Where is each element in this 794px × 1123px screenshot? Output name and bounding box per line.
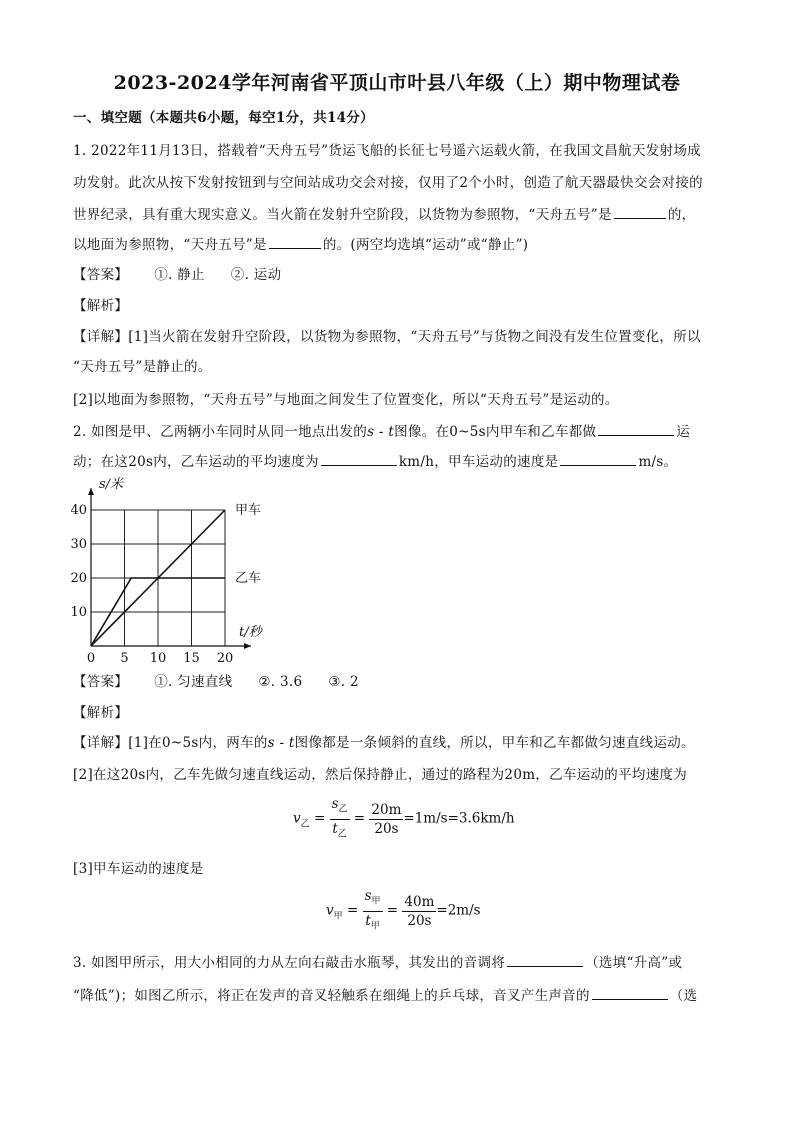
y-axis-arrow — [88, 488, 94, 495]
formula-2-sub: 甲 — [333, 911, 343, 922]
q3-line-2-text: “降低”)；如图乙所示，将正在发声的音叉轻触系在细绳上的乒乓球，音叉产生声音的 — [73, 988, 590, 1004]
q1-answer-2: ②. 运动 — [230, 267, 282, 283]
formula-v-yi: $v_乙$ = $\frac{s_乙}{t_乙}$ = $\frac{20m}{20s}$ =1m/s=3.6km/h — [293, 795, 515, 843]
q3-blank-1[interactable] — [507, 952, 583, 967]
q1-line-2: 功发射。此次从按下发射按钮到与空间站成功交会对接，仅用了2个小时，创造了航天器最快交会对接的 — [73, 175, 703, 191]
q3-blank-2[interactable] — [592, 985, 668, 1000]
q2-answer-3: ③. 2 — [328, 674, 359, 690]
series-label-jia: 甲车 — [235, 503, 262, 518]
formula-1-v: v — [293, 810, 301, 827]
formula-2-s-sub: 甲 — [371, 896, 381, 907]
q1-line-1: 1. 2022年11月13日，搭载着“天舟五号”货运飞船的长征七号遥六运载火箭，在我国文昌航天发射场成 — [73, 143, 701, 159]
q2-answer — [73, 672, 733, 692]
q2-line-2-text: 动；在这20s内，乙车运动的平均速度为 — [73, 454, 319, 470]
x-axis-arrow — [244, 643, 251, 649]
q2-line-1-end: 运 — [676, 424, 691, 440]
x-axis-label: t/秒 — [239, 625, 262, 640]
q3-line-2-end: （选 — [669, 988, 698, 1004]
q2-analysis-tag: 【解析】 — [73, 705, 129, 721]
x-tick-label: 5 — [120, 651, 129, 666]
q1-detail-3: [2]以地面为参照物，“天舟五号”与地面之间发生了位置变化，所以“天舟五号”是运动的。 — [73, 392, 619, 408]
y-axis-label: s/米 — [99, 477, 124, 492]
formula-2-num: 40m — [404, 893, 435, 910]
q1-blank-1[interactable] — [614, 204, 666, 219]
st-graph — [70, 474, 290, 670]
formula-1-s-sub: 乙 — [338, 804, 348, 815]
answer-tag: 【答案】 — [73, 267, 129, 283]
formula-2-frac-1 — [363, 887, 383, 935]
q2-st-label: s - t — [367, 424, 395, 440]
formula-1-frac-2 — [369, 801, 403, 838]
formula-1-frac-1 — [330, 795, 350, 843]
formula-2-den: 20s — [407, 912, 432, 929]
q1-line-3-end: 的， — [667, 207, 696, 223]
y-tick-label: 30 — [70, 537, 87, 552]
q1-detail-2: “天舟五号”是静止的。 — [73, 359, 212, 375]
q2-line-1 — [73, 421, 733, 442]
q2-blank-3[interactable] — [560, 451, 636, 466]
q2-blank-1[interactable] — [598, 421, 674, 436]
q1-blank-2[interactable] — [269, 234, 321, 249]
answer-tag: 【答案】 — [73, 674, 129, 690]
formula-1-t: t — [332, 820, 338, 837]
x-tick-label: 0 — [86, 651, 96, 666]
y-tick-label: 10 — [70, 605, 87, 620]
q2-line-2 — [73, 451, 733, 472]
q1-line-3 — [73, 204, 733, 225]
formula-1-result: =1m/s=3.6km/h — [403, 810, 515, 827]
q2-detail-1 — [73, 733, 733, 753]
q3-line-1 — [73, 952, 733, 973]
q2-blank-2[interactable] — [321, 451, 397, 466]
q1-detail-1: 【详解】[1]当火箭在发射升空阶段，以货物为参照物，“天舟五号”与货物之间没有发生位置变化，所以 — [73, 329, 701, 345]
q1-line-4-end: 的。(两空均选填“运动”或“静止”) — [322, 237, 529, 253]
formula-1-num: 20m — [371, 801, 402, 818]
q2-detail-1-end: 图像都是一条倾斜的直线，所以，甲车和乙车都做匀速直线运动。 — [294, 735, 695, 751]
x-tick-label: 10 — [149, 651, 167, 666]
q1-analysis-tag: 【解析】 — [73, 298, 129, 314]
page-title: 2023-2024学年河南省平顶山市叶县八年级（上）期中物理试卷 — [113, 72, 681, 94]
q2-answer-1: ①. 匀速直线 — [154, 674, 233, 690]
q2-detail-2: [2]在这20s内，乙车先做匀速直线运动，然后保持静止，通过的路程为20m，乙车运动的平均速度为 — [73, 767, 688, 783]
formula-1-den: 20s — [374, 820, 399, 837]
q1-line-3-text: 世界纪录，具有重大现实意义。当火箭在发射升空阶段，以货物为参照物，“天舟五号”是 — [73, 207, 612, 223]
q3-line-1-end: （选填“升高”或 — [585, 955, 683, 971]
formula-2-result: =2m/s — [436, 902, 481, 919]
formula-1-t-sub: 乙 — [337, 829, 347, 840]
formula-v-jia: $v_甲$ = $\frac{s_甲}{t_甲}$ = $\frac{40m}{20s}$ =2m/s — [326, 887, 481, 935]
formula-2-frac-2 — [402, 893, 436, 930]
q2-answer-2: ②. 3.6 — [258, 674, 303, 690]
q1-answer — [73, 265, 733, 285]
formula-2-t: t — [365, 912, 371, 929]
q1-line-4-text: 以地面为参照物，“天舟五号”是 — [73, 237, 267, 253]
q1-answer-1: ①. 静止 — [154, 267, 205, 283]
x-tick-label: 15 — [183, 651, 200, 666]
formula-1-s: s — [331, 796, 339, 812]
formula-1-sub: 乙 — [300, 819, 310, 830]
formula-2-v: v — [326, 902, 334, 919]
formula-2-s: s — [364, 888, 372, 904]
y-tick-label: 20 — [70, 571, 87, 586]
q2-line-2-mid: km/h，甲车运动的速度是 — [398, 454, 559, 470]
x-tick-label: 20 — [216, 651, 234, 666]
y-tick-label: 40 — [70, 503, 87, 518]
q3-line-1-text: 3. 如图甲所示，用大小相同的力从左向右敲击水瓶琴，其发出的音调将 — [73, 955, 506, 971]
section-heading: 一、填空题（本题共6小题，每空1分，共14分） — [73, 110, 374, 126]
q3-line-2 — [73, 985, 733, 1006]
formula-2-t-sub: 甲 — [370, 921, 380, 932]
series-label-yi: 乙车 — [235, 571, 262, 586]
q2-detail-1-text: 【详解】[1]在0~5s内，两车的 — [73, 735, 268, 751]
q1-line-4 — [73, 234, 733, 255]
q2-detail-st: s - t — [267, 735, 295, 751]
q2-line-1-text-b: 图像。在0~5s内甲车和乙车都做 — [394, 424, 597, 440]
q2-line-1-text: 2. 如图是甲、乙两辆小车同时从同一地点出发的 — [73, 424, 368, 440]
q2-line-2-end: m/s。 — [638, 454, 678, 470]
q2-detail-3: [3]甲车运动的速度是 — [73, 861, 204, 877]
